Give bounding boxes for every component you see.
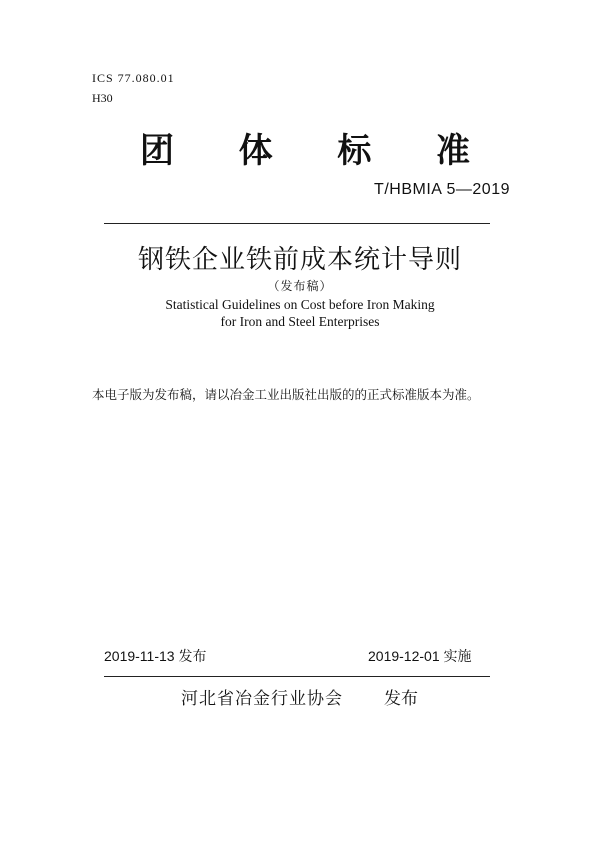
implementation-date: 2019-12-01 实施 [368,648,472,664]
chinese-title: 钢铁企业铁前成本统计导则 [137,245,462,275]
document-type-heading [140,128,470,174]
standard-number: T/HBMIA 5—2019 [374,181,510,198]
issue-date: 2019-11-13 发布 [104,648,207,664]
publisher-name: 河北省冶金行业协会 [181,689,343,709]
english-title-line-2: for Iron and Steel Enterprises [220,314,380,329]
bottom-divider [104,676,490,677]
doc-type-char: 团 [140,131,174,171]
doc-type-char: 体 [238,131,273,171]
draft-status: （发布稿） [267,279,333,293]
publish-label: 发布 [384,689,418,709]
electronic-version-notice: 本电子版为发布稿，请以冶金工业出版社出版的的正式标准版本为准。 [92,387,480,402]
doc-type-char: 标 [337,131,372,171]
top-divider [104,223,490,224]
english-title-line-1: Statistical Guidelines on Cost before Iron Making [165,297,435,312]
ccs-code: H30 [92,91,113,105]
doc-type-char: 准 [435,131,470,171]
ics-code: ICS 77.080.01 [92,71,175,85]
english-title [0,296,600,330]
